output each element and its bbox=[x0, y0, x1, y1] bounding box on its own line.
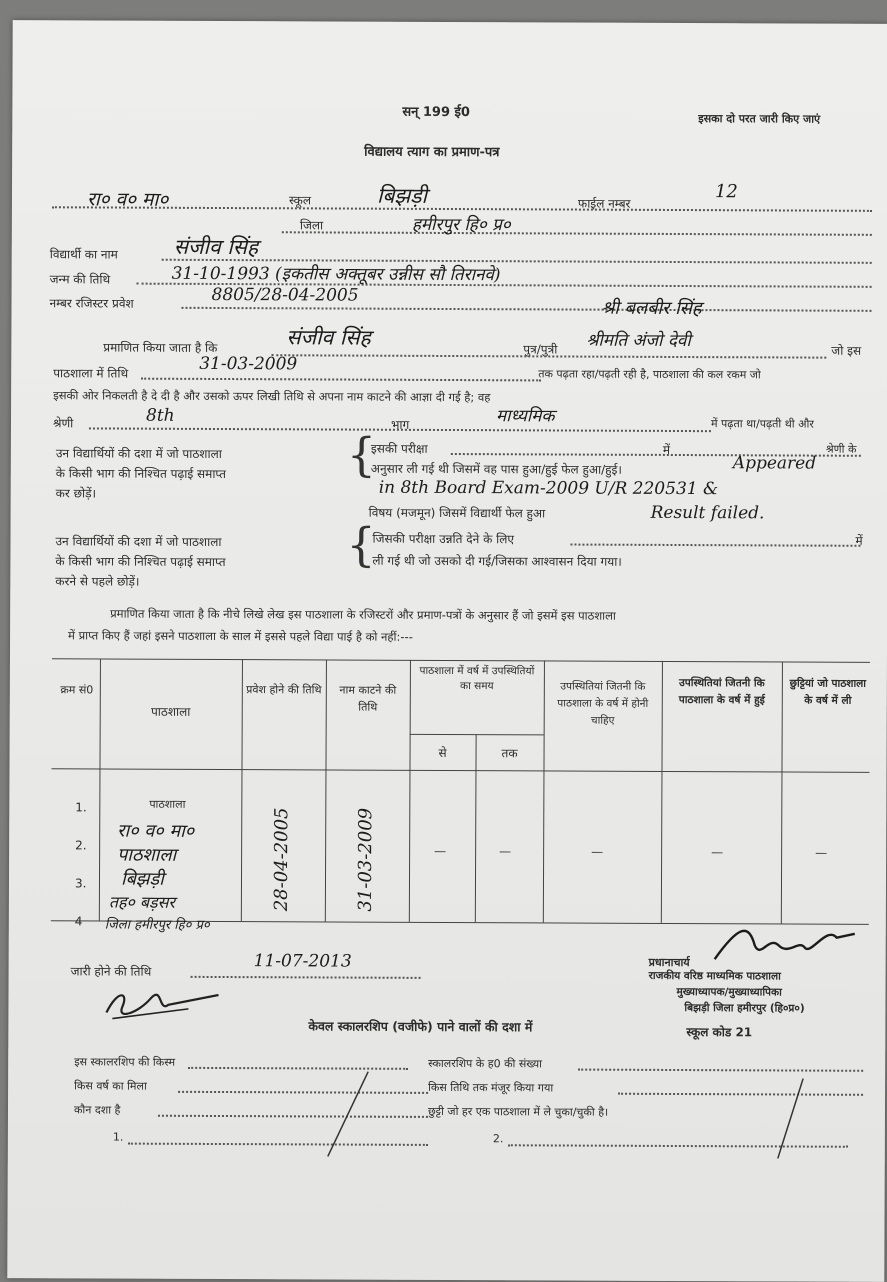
principal-signature-icon bbox=[709, 915, 859, 968]
dob-value: 31-10-1993 (इकतीस अक्तूबर उन्नीस सौ तिरानवे) bbox=[171, 263, 501, 286]
admission-date-value: 28-04-2005 bbox=[270, 807, 293, 912]
issue-date-label: जारी होने की तिथि bbox=[70, 964, 152, 979]
mother-name-value: श्रीमति अंजो देवी bbox=[586, 330, 691, 352]
school-line-4: तह० बड़सर bbox=[108, 892, 176, 912]
file-number-value: 12 bbox=[714, 181, 738, 203]
header-school: पाठशाला bbox=[150, 704, 191, 719]
district-label: जिला bbox=[299, 218, 324, 233]
col-divider-5 bbox=[475, 734, 477, 922]
header-removal-date: नाम काटने की तिथि bbox=[339, 683, 397, 714]
class-value: 8th bbox=[145, 405, 175, 426]
school-line-3: बिझड़ी bbox=[120, 868, 164, 890]
school-date-suffix: तक पढ़ता रहा/पढ़ती रही है, पाठशाला की कल रकम जो bbox=[538, 367, 761, 382]
year-line: सन् 199 ई0 bbox=[402, 104, 471, 121]
condition1-left-2: के किसी भाग की निश्चित पढ़ाई समाप्त bbox=[55, 466, 227, 482]
certificate-title: विद्यालय त्याग का प्रमाण-पत्र bbox=[364, 144, 500, 161]
stamp-line-2: मुख्याध्यापक/मुख्याध्यापिका bbox=[676, 985, 782, 999]
condition1-left-3: कर छोड़ें। bbox=[55, 486, 97, 501]
school-line-2: पाठशाला bbox=[117, 844, 177, 866]
school-dotted-line bbox=[52, 206, 872, 212]
issue-date-dotted-line bbox=[191, 976, 421, 979]
certify-suffix: जो इस bbox=[831, 343, 862, 358]
condition1-appeared: Appeared bbox=[732, 453, 817, 474]
school-label: स्कूल bbox=[288, 193, 312, 208]
col-divider-8 bbox=[781, 661, 783, 923]
condition1-brace-icon: { bbox=[346, 427, 377, 482]
scholarship-sanction-label: किस तिथि तक मंजूर किया गया bbox=[428, 1080, 554, 1095]
condition2-assurance-text: ली गई थी जो उसको दी गई/जिसका आश्वासन दिया गया। bbox=[372, 553, 622, 569]
header-required-attendance: उपस्थितियां जितनी कि पाठशाला के वर्ष में होनी चाहिए bbox=[557, 680, 649, 727]
dash-actual: — bbox=[711, 845, 724, 860]
student-name-label: विद्यार्थी का नाम bbox=[49, 247, 118, 262]
scholarship-type-label: इस स्कालरशिप की किस्म bbox=[74, 1055, 176, 1069]
serial-4: 4 bbox=[74, 914, 83, 929]
copies-note: इसका दो परत जारी किए जाएं bbox=[698, 112, 821, 126]
cancel-strokes-icon bbox=[308, 1061, 808, 1163]
removal-date-value: 31-03-2009 bbox=[354, 807, 377, 912]
header-from: से bbox=[438, 745, 447, 760]
condition1-exam-suffix: में bbox=[662, 442, 671, 457]
school-code: स्कूल कोड 21 bbox=[686, 1025, 753, 1040]
file-number-label: फाईल नम्बर bbox=[577, 196, 631, 211]
issue-date-value: 11-07-2013 bbox=[253, 951, 352, 972]
col-divider-6 bbox=[543, 660, 545, 922]
stamp-line-3: बिझड़ी जिला हमीरपुर (हि०प्र०) bbox=[684, 1002, 805, 1015]
register-label: नम्बर रजिस्टर प्रवेश bbox=[49, 296, 134, 311]
scholarship-heading: केवल स्कालरशिप (वजीफे) पाने वालों की दशा में bbox=[308, 1018, 533, 1035]
condition1-exam-end: श्रेणी के bbox=[825, 442, 857, 456]
scholarship-year-label: किस वर्ष का मिला bbox=[74, 1079, 147, 1093]
father-name-value: श्री बलबीर सिंह bbox=[601, 297, 702, 320]
header-admission-date: प्रवेश होने की तिथि bbox=[246, 683, 322, 697]
condition2-left-1: उन विद्यार्थियों की दशा में जो पाठशाला bbox=[55, 534, 222, 550]
dash-leaves: — bbox=[815, 845, 828, 860]
header-leaves: छुट्टियां जो पाठशाला के वर्ष में ली bbox=[789, 677, 867, 707]
condition2-suffix: में bbox=[855, 533, 863, 548]
school-value-b: बिझड़ी bbox=[376, 183, 428, 208]
table-top-border bbox=[52, 658, 870, 663]
sign-number-2: 2. bbox=[492, 1132, 504, 1146]
dob-label: जन्म की तिथि bbox=[49, 272, 111, 287]
principal-label: प्रधानाचार्य bbox=[648, 955, 690, 970]
leave-date-value: 31-03-2009 bbox=[199, 353, 298, 375]
certify-dotted-line bbox=[271, 354, 826, 358]
class-label: श्रेणी bbox=[52, 416, 74, 431]
col-divider-2 bbox=[241, 659, 243, 921]
school-date-prefix: पाठशाला में तिथि bbox=[53, 366, 129, 381]
school-printed-label: पाठशाला bbox=[149, 797, 186, 811]
class-suffix: में पढ़ता था/पढ़ती थी और bbox=[710, 417, 814, 431]
col-divider-3 bbox=[325, 659, 327, 921]
section-label: भाग bbox=[390, 417, 410, 432]
col-divider-1 bbox=[99, 658, 101, 920]
condition1-board-exam: in 8th Board Exam-2009 U/R 220531 & bbox=[378, 477, 719, 500]
condition2-brace-icon: { bbox=[346, 517, 376, 572]
district-dotted-line bbox=[282, 231, 872, 236]
dash-required: — bbox=[591, 844, 604, 859]
district-value: हमीरपुर हि० प्र० bbox=[411, 214, 511, 236]
scholarship-condition-label: कौन दशा है bbox=[73, 1103, 121, 1117]
header-serial: क्रम सं0 bbox=[60, 683, 94, 697]
condition1-subject-text: विषय (मजमून) जिसमें विद्यार्थी फेल हुआ bbox=[368, 505, 546, 521]
scholarship-amount-label: स्कालरशिप के ह0 की संख्या bbox=[428, 1056, 543, 1071]
sign-number-1: 1. bbox=[112, 1130, 124, 1144]
register-dotted-line bbox=[181, 307, 871, 312]
serial-3: 3. bbox=[74, 876, 87, 891]
school-line-1: रा० व० मा० bbox=[117, 820, 195, 842]
certify-prefix: प्रमाणित किया जाता है कि bbox=[103, 340, 218, 355]
certificate-paper bbox=[7, 20, 887, 1282]
statement-line-1: प्रमाणित किया जाता है कि नीचे लिखे लेख इस पाठशाला के रजिस्टरों और प्रमाण-पत्रों के अनुसार हैं जो इसमें इस पाठशाला bbox=[110, 606, 616, 623]
condition1-left-1: उन विद्यार्थियों की दशा में जो पाठशाला bbox=[55, 446, 222, 462]
clerk-signature-icon bbox=[98, 982, 228, 1027]
condition2-promotion-label: जिसकी परीक्षा उन्नति देने के लिए bbox=[372, 531, 515, 547]
condition2-dotted-line bbox=[570, 544, 860, 547]
section-value: माध्यमिक bbox=[495, 406, 555, 427]
statement-line-2: में प्राप्त किए हैं जहां इसने पाठशाला के साल में इससे पहले विद्या पाई है को नहीं:--- bbox=[68, 628, 413, 644]
relation-label: पुत्र/पुत्री bbox=[523, 342, 558, 357]
school-value-a: रा० व० मा० bbox=[86, 188, 169, 211]
school-line-5: जिला हमीरपुर हि० प्र० bbox=[104, 917, 210, 933]
header-to: तक bbox=[501, 746, 518, 761]
condition2-left-2: के किसी भाग की निश्चित पढ़ाई समाप्त bbox=[55, 554, 226, 570]
condition1-exam-label: इसकी परीक्षा bbox=[370, 441, 428, 456]
condition2-left-3: करने से पहले छोड़ें। bbox=[55, 574, 140, 589]
col-divider-7 bbox=[661, 661, 663, 923]
leave-date-dotted-line bbox=[141, 378, 541, 382]
dash-to: — bbox=[499, 844, 512, 859]
serial-2: 2. bbox=[75, 838, 87, 853]
student-name-value: संजीव सिंह bbox=[173, 234, 259, 260]
register-value: 8805/28-04-2005 bbox=[211, 284, 359, 306]
certify-student-name: संजीव सिंह bbox=[286, 325, 371, 350]
col-divider-4 bbox=[409, 660, 411, 922]
header-actual-attendance: उपस्थितियां जितनी कि पाठशाला के वर्ष में हुई bbox=[678, 677, 765, 707]
condition1-result-failed: Result failed. bbox=[650, 502, 765, 524]
serial-1: 1. bbox=[75, 800, 87, 815]
condition1-result-text: अनुसार ली गई थी जिसमें वह पास हुआ/हुई फेल हुआ/हुई। bbox=[370, 461, 622, 477]
table-header-border bbox=[51, 768, 869, 773]
dash-from: — bbox=[434, 843, 447, 858]
scholarship-leave-label: छुट्टी जो हर एक पाठशाला में ले चुका/चुकी है। bbox=[427, 1104, 609, 1119]
stamp-line-1: राजकीय वरिष्ठ माध्यमिक पाठशाला bbox=[648, 969, 781, 983]
header-period: पाठशाला में वर्ष में उपस्थितियों का समय bbox=[419, 664, 535, 693]
permission-line: इसकी ओर निकलती है दे दी है और उसको ऊपर लिखी तिथि से अपना नाम काटने की आज्ञा दी गई है; वह bbox=[53, 388, 491, 405]
